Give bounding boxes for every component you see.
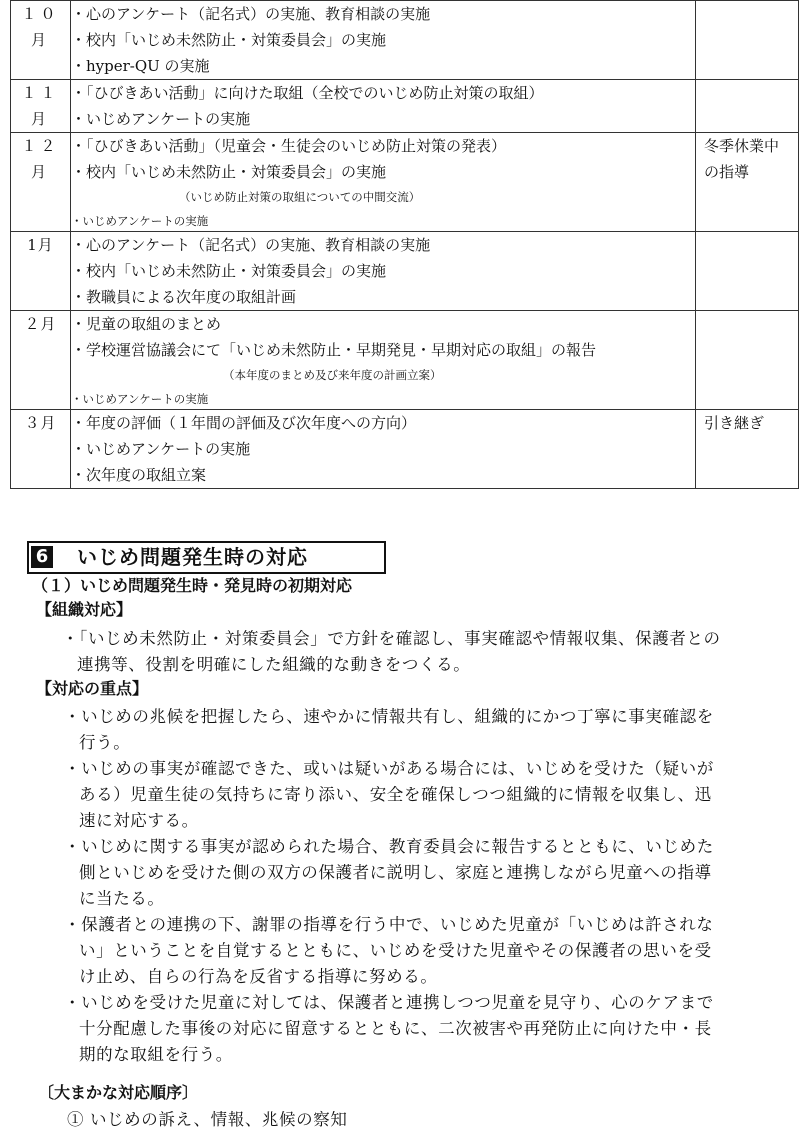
table-row [11, 311, 799, 410]
month-cell: １１ 月 [11, 80, 71, 133]
table-row [11, 410, 799, 489]
org-response-paragraph: ・「いじめ未然防止・対策委員会」で方針を確認し、事実確認や情報収集、保護者との 連携等、役割を明確にした組織的な動きをつくる。 [62, 629, 721, 674]
list-item: ・校内「いじめ未然防止・対策委員会」の実施 [71, 262, 387, 280]
key-points-heading: 【対応の重点】 [36, 679, 149, 698]
list-item: ・いじめアンケートの実施 [71, 110, 251, 128]
subsection-heading: （１）いじめ問題発生時・発見時の初期対応 [32, 576, 353, 595]
note-text: 引き継ぎ [704, 414, 765, 432]
org-response-heading: 【組織対応】 [36, 600, 133, 619]
list-item: ・心のアンケート（記名式）の実施、教育相談の実施 [71, 236, 431, 254]
notes-cell [696, 133, 799, 232]
sub-note: （本年度のまとめ及び来年度の計画立案） [223, 368, 442, 382]
order-step: ① いじめの訴え、情報、兆候の察知 [67, 1110, 348, 1129]
list-item: ・校内「いじめ未然防止・対策委員会」の実施 [71, 163, 387, 181]
list-item: ・hyper-QU の実施 [71, 57, 210, 75]
table-row [11, 80, 799, 133]
month-cell: １２ 月 [11, 133, 71, 232]
list-item: ・保護者との連携の下、謝罪の指導を行う中で、いじめた児童が「いじめは許されな [64, 915, 714, 934]
table-row [11, 133, 799, 232]
list-item: ・心のアンケート（記名式）の実施、教育相談の実施 [71, 5, 431, 23]
list-item: ・いじめアンケートの実施 [71, 214, 209, 228]
note-text: 冬季休業中 [704, 137, 780, 155]
section-number-badge: 6 [31, 546, 53, 568]
key-points-list: ・いじめの兆候を把握したら、速やかに情報共有し、組織的にかつ丁寧に事実確認を 行う。 ・いじめの事実が確認できた、或いは疑いがある場合には、いじめを受けた（疑いが ある）児童生徒の気持ちに寄り添い、安全を確保しつつ組織的に情報を収集し、迅 速に対応する。 ・いじめに関する事実が認められた場合、教育委員会に報告するとともに、いじめた 側といじめを受けた側の双方の保護者に説明し、家庭と連携しながら児童への指導 に当たる。 ・保護者との連携の下、謝罪の指導を行う中で、いじめた児童が「いじめは許されな い」ということを自覚するとともに、いじめを受けた児童やその保護者の思いを受 け止め、自らの行為を反省する指導に努める。 ・いじめを受けた児童に対しては、保護者と連携しつつ児童を見守り、心のケアまで 十分配慮した事後の対応に留意するとともに、二次被害や再発防止に向けた中・長 期的な取組を行う。 [64, 704, 714, 1068]
items-cell [71, 232, 696, 311]
items-cell [71, 311, 696, 410]
table-row [11, 1, 799, 80]
month-cell: ３月 [11, 410, 71, 489]
list-item: ・いじめの事実が確認できた、或いは疑いがある場合には、いじめを受けた（疑いが [64, 759, 714, 778]
section-heading-box [27, 541, 386, 574]
notes-cell [696, 80, 799, 133]
list-item: ・年度の評価（１年間の評価及び次年度への方向） [71, 414, 417, 432]
notes-cell [696, 410, 799, 489]
list-item: ・いじめアンケートの実施 [71, 440, 251, 458]
list-item: ・学校運営協議会にて「いじめ未然防止・早期発見・早期対応の取組」の報告 [71, 341, 597, 359]
items-cell [71, 1, 696, 80]
items-cell [71, 410, 696, 489]
list-item: ・「ひびきあい活動」に向けた取組（全校でのいじめ防止対策の取組） [71, 84, 544, 102]
response-order-heading: 〔大まかな対応順序〕 [38, 1083, 199, 1102]
list-item: ・「ひびきあい活動」（児童会・生徒会のいじめ防止対策の発表） [71, 137, 507, 155]
items-cell [71, 133, 696, 232]
month-cell: ２月 [11, 311, 71, 410]
note-text: の指導 [704, 163, 750, 181]
sub-note: （いじめ防止対策の取組についての中間交流） [179, 190, 421, 204]
list-item: ・いじめアンケートの実施 [71, 392, 209, 406]
table-row [11, 232, 799, 311]
list-item: ・次年度の取組立案 [71, 466, 207, 484]
month-cell: 1月 [11, 232, 71, 311]
section-title: いじめ問題発生時の対応 [77, 545, 308, 569]
list-item: ・教職員による次年度の取組計画 [71, 288, 297, 306]
month-cell: １０ 月 [11, 1, 71, 80]
list-item: ・いじめを受けた児童に対しては、保護者と連携しつつ児童を見守り、心のケアまで [64, 993, 714, 1012]
list-item: ・いじめに関する事実が認められた場合、教育委員会に報告するとともに、いじめた [64, 837, 714, 856]
notes-cell [696, 1, 799, 80]
notes-cell [696, 232, 799, 311]
list-item: ・校内「いじめ未然防止・対策委員会」の実施 [71, 31, 387, 49]
list-item: ・いじめの兆候を把握したら、速やかに情報共有し、組織的にかつ丁寧に事実確認を [64, 707, 714, 726]
list-item: ・児童の取組のまとめ [71, 315, 222, 333]
items-cell [71, 80, 696, 133]
notes-cell [696, 311, 799, 410]
schedule-table [10, 0, 799, 489]
